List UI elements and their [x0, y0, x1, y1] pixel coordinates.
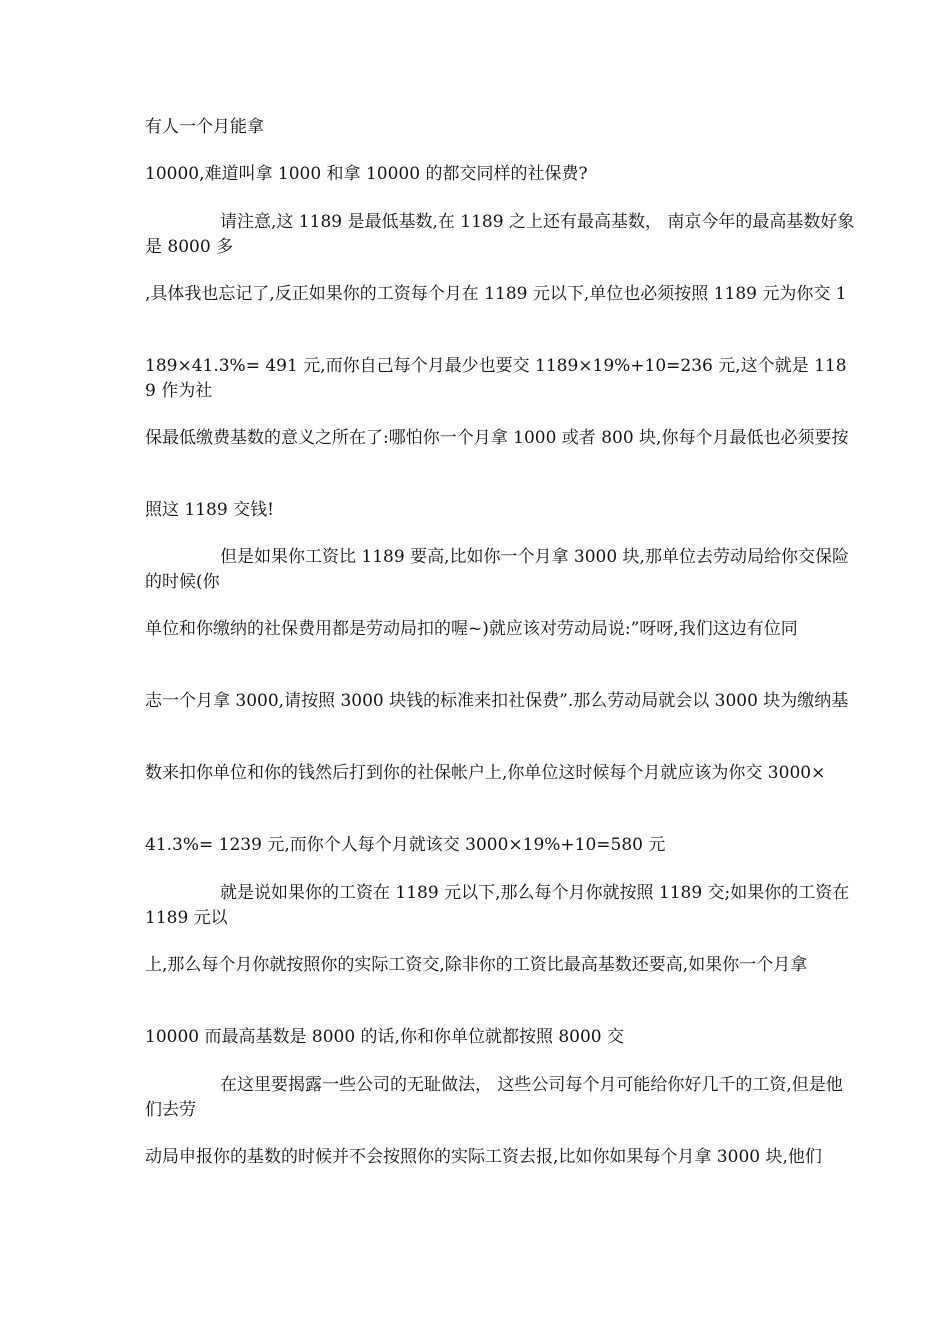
paragraph-9: 单位和你缴纳的社保费用都是劳动局扣的喔~)就应该对劳动局说:”呀呀,我们这边有位同: [145, 619, 798, 639]
paragraph-15: 10000 而最高基数是 8000 的话,你和你单位就都按照 8000 交: [145, 1027, 625, 1047]
paragraph-16: 在这里要揭露一些公司的无耻做法， 这些公司每个月可能给你好几千的工资,但是他们去劳: [145, 1075, 843, 1120]
paragraph-10: 志一个月拿 3000,请按照 3000 块钱的标准来扣社保费”.那么劳动局就会以 3000 块为缴纳基: [145, 691, 849, 711]
paragraph-2: 10000,难道叫拿 1000 和拿 10000 的都交同样的社保费?: [145, 164, 588, 184]
paragraph-14: 上,那么每个月你就按照你的实际工资交,除非你的工资比最高基数还要高,如果你一个月拿: [145, 955, 808, 975]
paragraph-8: 但是如果你工资比 1189 要高,比如你一个月拿 3000 块,那单位去劳动局给你交保险的时候(你: [145, 547, 849, 592]
paragraph-3: 请注意,这 1189 是最低基数,在 1189 之上还有最高基数， 南京今年的最高基数好象是 8000 多: [145, 212, 855, 257]
paragraph-11: 数来扣你单位和你的钱然后打到你的社保帐户上,你单位这时候每个月就应该为你交 3000×: [145, 763, 826, 783]
paragraph-6: 保最低缴费基数的意义之所在了:哪怕你一个月拿 1000 或者 800 块,你每个月最低也必须要按: [145, 428, 849, 448]
paragraph-12: 41.3%= 1239 元,而你个人每个月就该交 3000×19%+10=580 元: [145, 835, 666, 855]
paragraph-17: 动局申报你的基数的时候并不会按照你的实际工资去报,比如你如果每个月拿 3000 块,他们: [145, 1147, 822, 1167]
paragraph-5: 189×41.3%= 491 元,而你自己每个月最少也要交 1189×19%+10=236 元,这个就是 1189 作为社: [145, 356, 847, 401]
paragraph-13: 就是说如果你的工资在 1189 元以下,那么每个月你就按照 1189 交;如果你的工资在 1189 元以: [145, 883, 850, 928]
paragraph-4: ,具体我也忘记了,反正如果你的工资每个月在 1189 元以下,单位也必须按照 1189 元为你交 1: [145, 284, 847, 304]
paragraph-7: 照这 1189 交钱!: [145, 500, 274, 520]
paragraph-1: 有人一个月能拿: [145, 117, 264, 137]
